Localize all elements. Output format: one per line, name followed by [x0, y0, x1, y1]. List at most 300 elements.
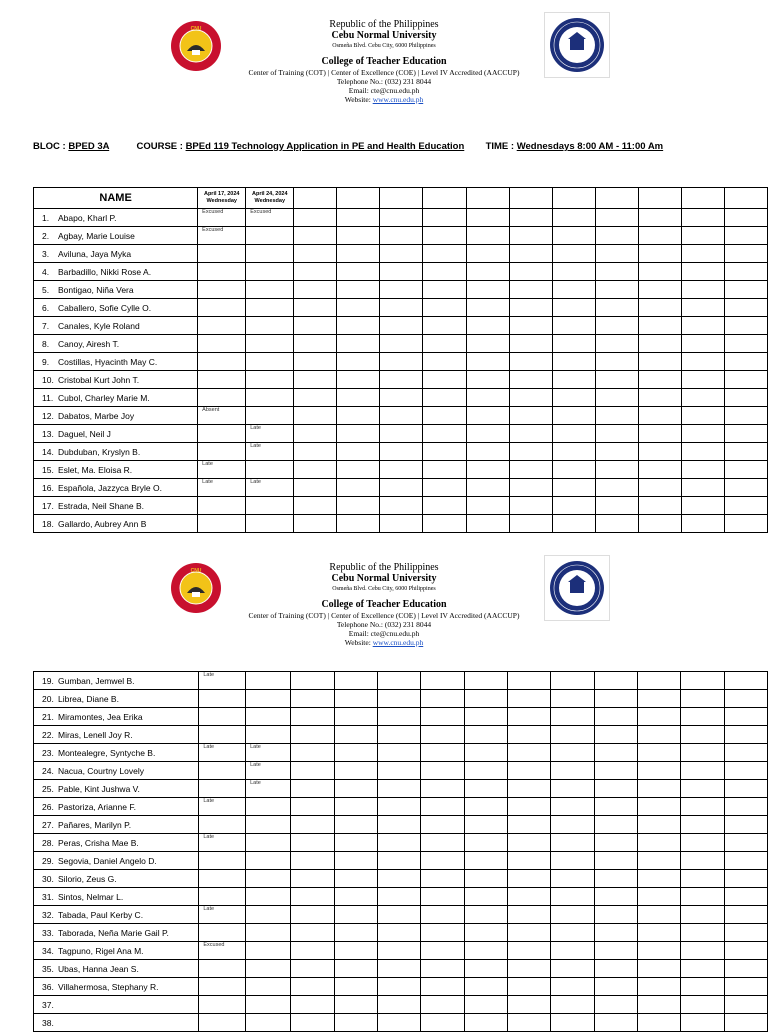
table-row — [34, 389, 768, 407]
empty-cell — [421, 708, 464, 726]
table-row — [34, 798, 768, 816]
table-row — [34, 443, 768, 461]
student-name-cell: 14. Dubduban, Kryslyn B. — [34, 443, 198, 461]
attendance-mark-cell — [198, 281, 246, 299]
table-row — [34, 834, 768, 852]
empty-cell — [681, 726, 724, 744]
empty-cell — [681, 245, 724, 263]
empty-cell — [334, 672, 377, 690]
empty-cell — [638, 227, 681, 245]
telephone-line: Telephone No.: (032) 231 8044 — [336, 77, 432, 86]
empty-cell — [638, 497, 681, 515]
empty-cell — [594, 924, 637, 942]
empty-cell — [509, 281, 552, 299]
empty-cell — [291, 996, 334, 1014]
website-line: Website: www.cnu.edu.ph — [344, 95, 424, 104]
empty-cell — [294, 389, 337, 407]
empty-cell — [378, 816, 421, 834]
university-name: Cebu Normal University — [331, 573, 437, 584]
attendance-mark-cell: Absent — [198, 407, 246, 425]
table-row — [34, 870, 768, 888]
attendance-mark-cell — [246, 317, 294, 335]
empty-cell — [378, 834, 421, 852]
empty-cell — [509, 425, 552, 443]
attendance-mark-cell — [246, 353, 294, 371]
empty-cell — [551, 978, 594, 996]
empty-cell — [681, 798, 724, 816]
empty-cell — [464, 1014, 507, 1032]
empty-cell — [551, 924, 594, 942]
empty-cell — [724, 978, 767, 996]
empty-cell — [380, 317, 423, 335]
empty-cell — [724, 227, 767, 245]
empty-cell — [294, 443, 337, 461]
table-row — [34, 996, 768, 1014]
student-name-cell: 25. Pable, Kint Jushwa V. — [34, 780, 199, 798]
table-row — [34, 281, 768, 299]
empty-cell — [638, 299, 681, 317]
empty-cell — [294, 281, 337, 299]
empty-cell — [595, 245, 638, 263]
empty-cell — [423, 443, 466, 461]
empty-cell — [294, 353, 337, 371]
table-row — [34, 209, 768, 227]
student-name-cell: 10. Cristobal Kurt John T. — [34, 371, 198, 389]
empty-cell — [638, 389, 681, 407]
attendance-mark-cell: Late — [246, 762, 291, 780]
table-row — [34, 852, 768, 870]
empty-cell — [294, 317, 337, 335]
attendance-mark-cell — [198, 263, 246, 281]
empty-cell — [509, 461, 552, 479]
student-name-cell: 37. — [34, 996, 199, 1014]
empty-cell — [464, 996, 507, 1014]
empty-cell — [421, 762, 464, 780]
empty-cell — [378, 852, 421, 870]
empty-cell — [337, 227, 380, 245]
empty-cell — [595, 299, 638, 317]
empty-cell — [637, 708, 680, 726]
empty-cell — [291, 960, 334, 978]
email-line: Email: cte@cnu.edu.ph — [348, 86, 420, 95]
empty-cell — [421, 942, 464, 960]
empty-cell — [595, 371, 638, 389]
empty-cell — [681, 263, 724, 281]
empty-cell — [291, 870, 334, 888]
empty-cell — [380, 245, 423, 263]
empty-cell — [507, 888, 550, 906]
empty-cell — [378, 690, 421, 708]
empty-cell — [552, 335, 595, 353]
empty-cell — [724, 353, 767, 371]
attendance-mark-cell — [198, 425, 246, 443]
empty-cell — [507, 798, 550, 816]
empty-cell — [464, 852, 507, 870]
empty-cell — [552, 479, 595, 497]
empty-cell — [294, 461, 337, 479]
empty-cell — [421, 816, 464, 834]
empty-cell — [378, 708, 421, 726]
attendance-mark-cell — [246, 407, 294, 425]
empty-cell — [724, 726, 767, 744]
empty-cell — [378, 798, 421, 816]
table-row — [34, 245, 768, 263]
empty-cell — [294, 209, 337, 227]
attendance-table-2 — [33, 671, 768, 1032]
empty-cell — [637, 798, 680, 816]
table-row — [34, 407, 768, 425]
empty-date-column-header — [509, 188, 552, 209]
empty-cell — [724, 497, 767, 515]
empty-cell — [551, 834, 594, 852]
empty-cell — [423, 389, 466, 407]
empty-cell — [681, 960, 724, 978]
empty-date-column-header — [595, 188, 638, 209]
empty-cell — [334, 708, 377, 726]
time-label: TIME : — [485, 141, 515, 152]
student-name-cell: 1. Abapo, Kharl P. — [34, 209, 198, 227]
empty-cell — [466, 497, 509, 515]
empty-cell — [552, 497, 595, 515]
empty-cell — [681, 852, 724, 870]
student-name-cell: 8. Canoy, Airesh T. — [34, 335, 198, 353]
empty-cell — [466, 389, 509, 407]
empty-cell — [464, 888, 507, 906]
student-name-cell: 11. Cubol, Charley Marie M. — [34, 389, 198, 407]
student-name-cell: 9. Costillas, Hyacinth May C. — [34, 353, 198, 371]
empty-cell — [637, 672, 680, 690]
empty-cell — [724, 281, 767, 299]
empty-cell — [595, 209, 638, 227]
empty-cell — [421, 852, 464, 870]
attendance-mark-cell: Late — [199, 672, 246, 690]
empty-cell — [724, 762, 767, 780]
attendance-mark-cell: Late — [246, 479, 294, 497]
empty-cell — [724, 924, 767, 942]
empty-cell — [594, 852, 637, 870]
empty-cell — [334, 906, 377, 924]
attendance-mark-cell — [199, 870, 246, 888]
empty-cell — [466, 479, 509, 497]
empty-cell — [638, 515, 681, 533]
empty-cell — [464, 960, 507, 978]
empty-cell — [294, 245, 337, 263]
attendance-mark-cell: Late — [199, 834, 246, 852]
attendance-mark-cell — [246, 726, 291, 744]
attendance-mark-cell — [198, 389, 246, 407]
empty-cell — [423, 335, 466, 353]
empty-cell — [291, 744, 334, 762]
empty-cell — [507, 672, 550, 690]
empty-cell — [594, 888, 637, 906]
empty-cell — [552, 371, 595, 389]
empty-cell — [337, 407, 380, 425]
empty-cell — [423, 425, 466, 443]
empty-cell — [724, 245, 767, 263]
empty-cell — [334, 852, 377, 870]
university-address: Osmeña Blvd. Cebu City, 6000 Philippines — [332, 586, 436, 592]
empty-cell — [423, 299, 466, 317]
empty-cell — [724, 479, 767, 497]
empty-cell — [378, 996, 421, 1014]
attendance-mark-cell: Late — [246, 780, 291, 798]
attendance-mark-cell: Late — [199, 798, 246, 816]
empty-cell — [681, 425, 724, 443]
empty-cell — [594, 690, 637, 708]
attendance-mark-cell — [199, 816, 246, 834]
empty-cell — [638, 479, 681, 497]
empty-cell — [334, 942, 377, 960]
name-column-header: NAME — [34, 188, 198, 209]
table-row — [34, 497, 768, 515]
attendance-mark-cell — [246, 281, 294, 299]
empty-cell — [423, 209, 466, 227]
attendance-mark-cell: Late — [246, 443, 294, 461]
empty-cell — [378, 942, 421, 960]
empty-cell — [337, 299, 380, 317]
empty-cell — [681, 834, 724, 852]
empty-cell — [637, 816, 680, 834]
document-header — [0, 19, 768, 104]
attendance-mark-cell — [198, 515, 246, 533]
table-row — [34, 690, 768, 708]
empty-date-column-header — [681, 188, 724, 209]
empty-cell — [464, 798, 507, 816]
empty-cell — [681, 371, 724, 389]
empty-cell — [509, 317, 552, 335]
student-name-cell: 21. Miramontes, Jea Erika — [34, 708, 199, 726]
empty-cell — [595, 407, 638, 425]
empty-cell — [509, 299, 552, 317]
email-line: Email: cte@cnu.edu.ph — [348, 629, 420, 638]
student-name-cell: 36. Villahermosa, Stephany R. — [34, 978, 199, 996]
attendance-mark-cell — [246, 1014, 291, 1032]
student-name-cell: 26. Pastoriza, Arianne F. — [34, 798, 199, 816]
empty-cell — [637, 690, 680, 708]
accreditation-line: Center of Training (COT) | Center of Excellence (COE) | Level IV Accredited (AACCUP) — [248, 68, 520, 77]
empty-cell — [637, 834, 680, 852]
attendance-mark-cell — [199, 960, 246, 978]
empty-cell — [334, 924, 377, 942]
empty-cell — [378, 726, 421, 744]
attendance-mark-cell — [246, 461, 294, 479]
attendance-mark-cell — [199, 1014, 246, 1032]
empty-cell — [378, 744, 421, 762]
empty-cell — [509, 497, 552, 515]
empty-cell — [724, 960, 767, 978]
attendance-mark-cell — [246, 888, 291, 906]
empty-cell — [681, 389, 724, 407]
empty-cell — [724, 317, 767, 335]
empty-cell — [421, 870, 464, 888]
empty-cell — [464, 870, 507, 888]
empty-cell — [421, 906, 464, 924]
empty-cell — [551, 798, 594, 816]
empty-cell — [595, 263, 638, 281]
empty-cell — [638, 335, 681, 353]
table-row — [34, 780, 768, 798]
date-column-header: April 24, 2024 Wednesday — [246, 188, 294, 209]
empty-cell — [291, 762, 334, 780]
empty-cell — [681, 888, 724, 906]
empty-cell — [466, 245, 509, 263]
empty-cell — [724, 209, 767, 227]
empty-cell — [337, 371, 380, 389]
empty-cell — [551, 996, 594, 1014]
empty-cell — [421, 834, 464, 852]
empty-cell — [724, 1014, 767, 1032]
empty-cell — [509, 479, 552, 497]
empty-cell — [380, 515, 423, 533]
empty-cell — [337, 209, 380, 227]
empty-cell — [724, 996, 767, 1014]
attendance-mark-cell — [246, 389, 294, 407]
empty-cell — [551, 852, 594, 870]
empty-cell — [507, 996, 550, 1014]
attendance-mark-cell — [246, 299, 294, 317]
empty-cell — [507, 762, 550, 780]
empty-cell — [466, 407, 509, 425]
empty-cell — [337, 443, 380, 461]
empty-cell — [466, 515, 509, 533]
header-row — [34, 188, 768, 209]
empty-cell — [594, 780, 637, 798]
empty-cell — [291, 1014, 334, 1032]
website-link[interactable]: www.cnu.edu.ph — [372, 638, 424, 647]
table-row — [34, 672, 768, 690]
empty-cell — [337, 317, 380, 335]
student-name-cell: 20. Librea, Diane B. — [34, 690, 199, 708]
empty-cell — [334, 798, 377, 816]
empty-cell — [724, 888, 767, 906]
empty-cell — [464, 906, 507, 924]
table-row — [34, 960, 768, 978]
attendance-mark-cell — [199, 924, 246, 942]
empty-cell — [423, 263, 466, 281]
empty-cell — [681, 762, 724, 780]
empty-cell — [637, 942, 680, 960]
attendance-mark-cell — [198, 497, 246, 515]
empty-cell — [509, 407, 552, 425]
college-name: College of Teacher Education — [321, 56, 447, 67]
empty-cell — [334, 726, 377, 744]
empty-cell — [724, 263, 767, 281]
empty-cell — [380, 407, 423, 425]
empty-cell — [552, 515, 595, 533]
empty-cell — [466, 371, 509, 389]
empty-cell — [337, 263, 380, 281]
empty-cell — [552, 227, 595, 245]
website-link[interactable]: www.cnu.edu.ph — [372, 95, 424, 104]
empty-cell — [681, 317, 724, 335]
empty-cell — [724, 389, 767, 407]
empty-cell — [421, 690, 464, 708]
empty-cell — [380, 371, 423, 389]
attendance-table-1 — [33, 187, 768, 533]
student-name-cell: 15. Eslet, Ma. Eloisa R. — [34, 461, 198, 479]
empty-cell — [595, 281, 638, 299]
empty-cell — [594, 798, 637, 816]
empty-cell — [638, 353, 681, 371]
attendance-mark-cell — [246, 834, 291, 852]
empty-cell — [681, 461, 724, 479]
empty-cell — [681, 335, 724, 353]
empty-cell — [291, 726, 334, 744]
student-name-cell: 7. Canales, Kyle Roland — [34, 317, 198, 335]
attendance-mark-cell — [246, 852, 291, 870]
empty-cell — [595, 317, 638, 335]
empty-cell — [681, 227, 724, 245]
empty-cell — [724, 708, 767, 726]
empty-cell — [466, 227, 509, 245]
attendance-mark-cell — [199, 726, 246, 744]
attendance-mark-cell — [199, 708, 246, 726]
empty-cell — [509, 227, 552, 245]
empty-cell — [378, 960, 421, 978]
empty-cell — [507, 690, 550, 708]
empty-date-column-header — [552, 188, 595, 209]
empty-cell — [551, 690, 594, 708]
student-name-cell: 32. Tabada, Paul Kerby C. — [34, 906, 199, 924]
empty-cell — [595, 515, 638, 533]
table-row — [34, 227, 768, 245]
empty-cell — [337, 497, 380, 515]
bloc-label: BLOC : — [33, 141, 66, 152]
attendance-mark-cell: Late — [199, 744, 246, 762]
empty-cell — [552, 353, 595, 371]
empty-cell — [294, 479, 337, 497]
empty-cell — [594, 726, 637, 744]
empty-cell — [507, 852, 550, 870]
empty-cell — [595, 497, 638, 515]
student-name-cell: 31. Sintos, Nelmar L. — [34, 888, 199, 906]
empty-cell — [466, 443, 509, 461]
empty-cell — [291, 672, 334, 690]
table-row — [34, 816, 768, 834]
empty-cell — [638, 371, 681, 389]
empty-cell — [334, 762, 377, 780]
student-name-cell: 16. Española, Jazzyca Bryle O. — [34, 479, 198, 497]
empty-cell — [337, 389, 380, 407]
empty-cell — [724, 425, 767, 443]
empty-cell — [380, 335, 423, 353]
attendance-mark-cell — [246, 245, 294, 263]
empty-cell — [681, 942, 724, 960]
empty-cell — [423, 281, 466, 299]
empty-cell — [638, 245, 681, 263]
empty-cell — [334, 834, 377, 852]
empty-cell — [724, 798, 767, 816]
empty-cell — [464, 924, 507, 942]
course-label: COURSE : — [136, 141, 183, 152]
table-row — [34, 317, 768, 335]
empty-cell — [637, 888, 680, 906]
empty-cell — [681, 870, 724, 888]
empty-cell — [378, 906, 421, 924]
attendance-mark-cell: Excused — [199, 942, 246, 960]
table-row — [34, 942, 768, 960]
attendance-mark-cell: Excused — [198, 209, 246, 227]
attendance-mark-cell — [246, 816, 291, 834]
empty-cell — [291, 924, 334, 942]
empty-cell — [594, 708, 637, 726]
empty-cell — [464, 780, 507, 798]
empty-cell — [334, 780, 377, 798]
empty-date-column-header — [466, 188, 509, 209]
empty-cell — [637, 924, 680, 942]
empty-cell — [507, 1014, 550, 1032]
empty-cell — [507, 906, 550, 924]
